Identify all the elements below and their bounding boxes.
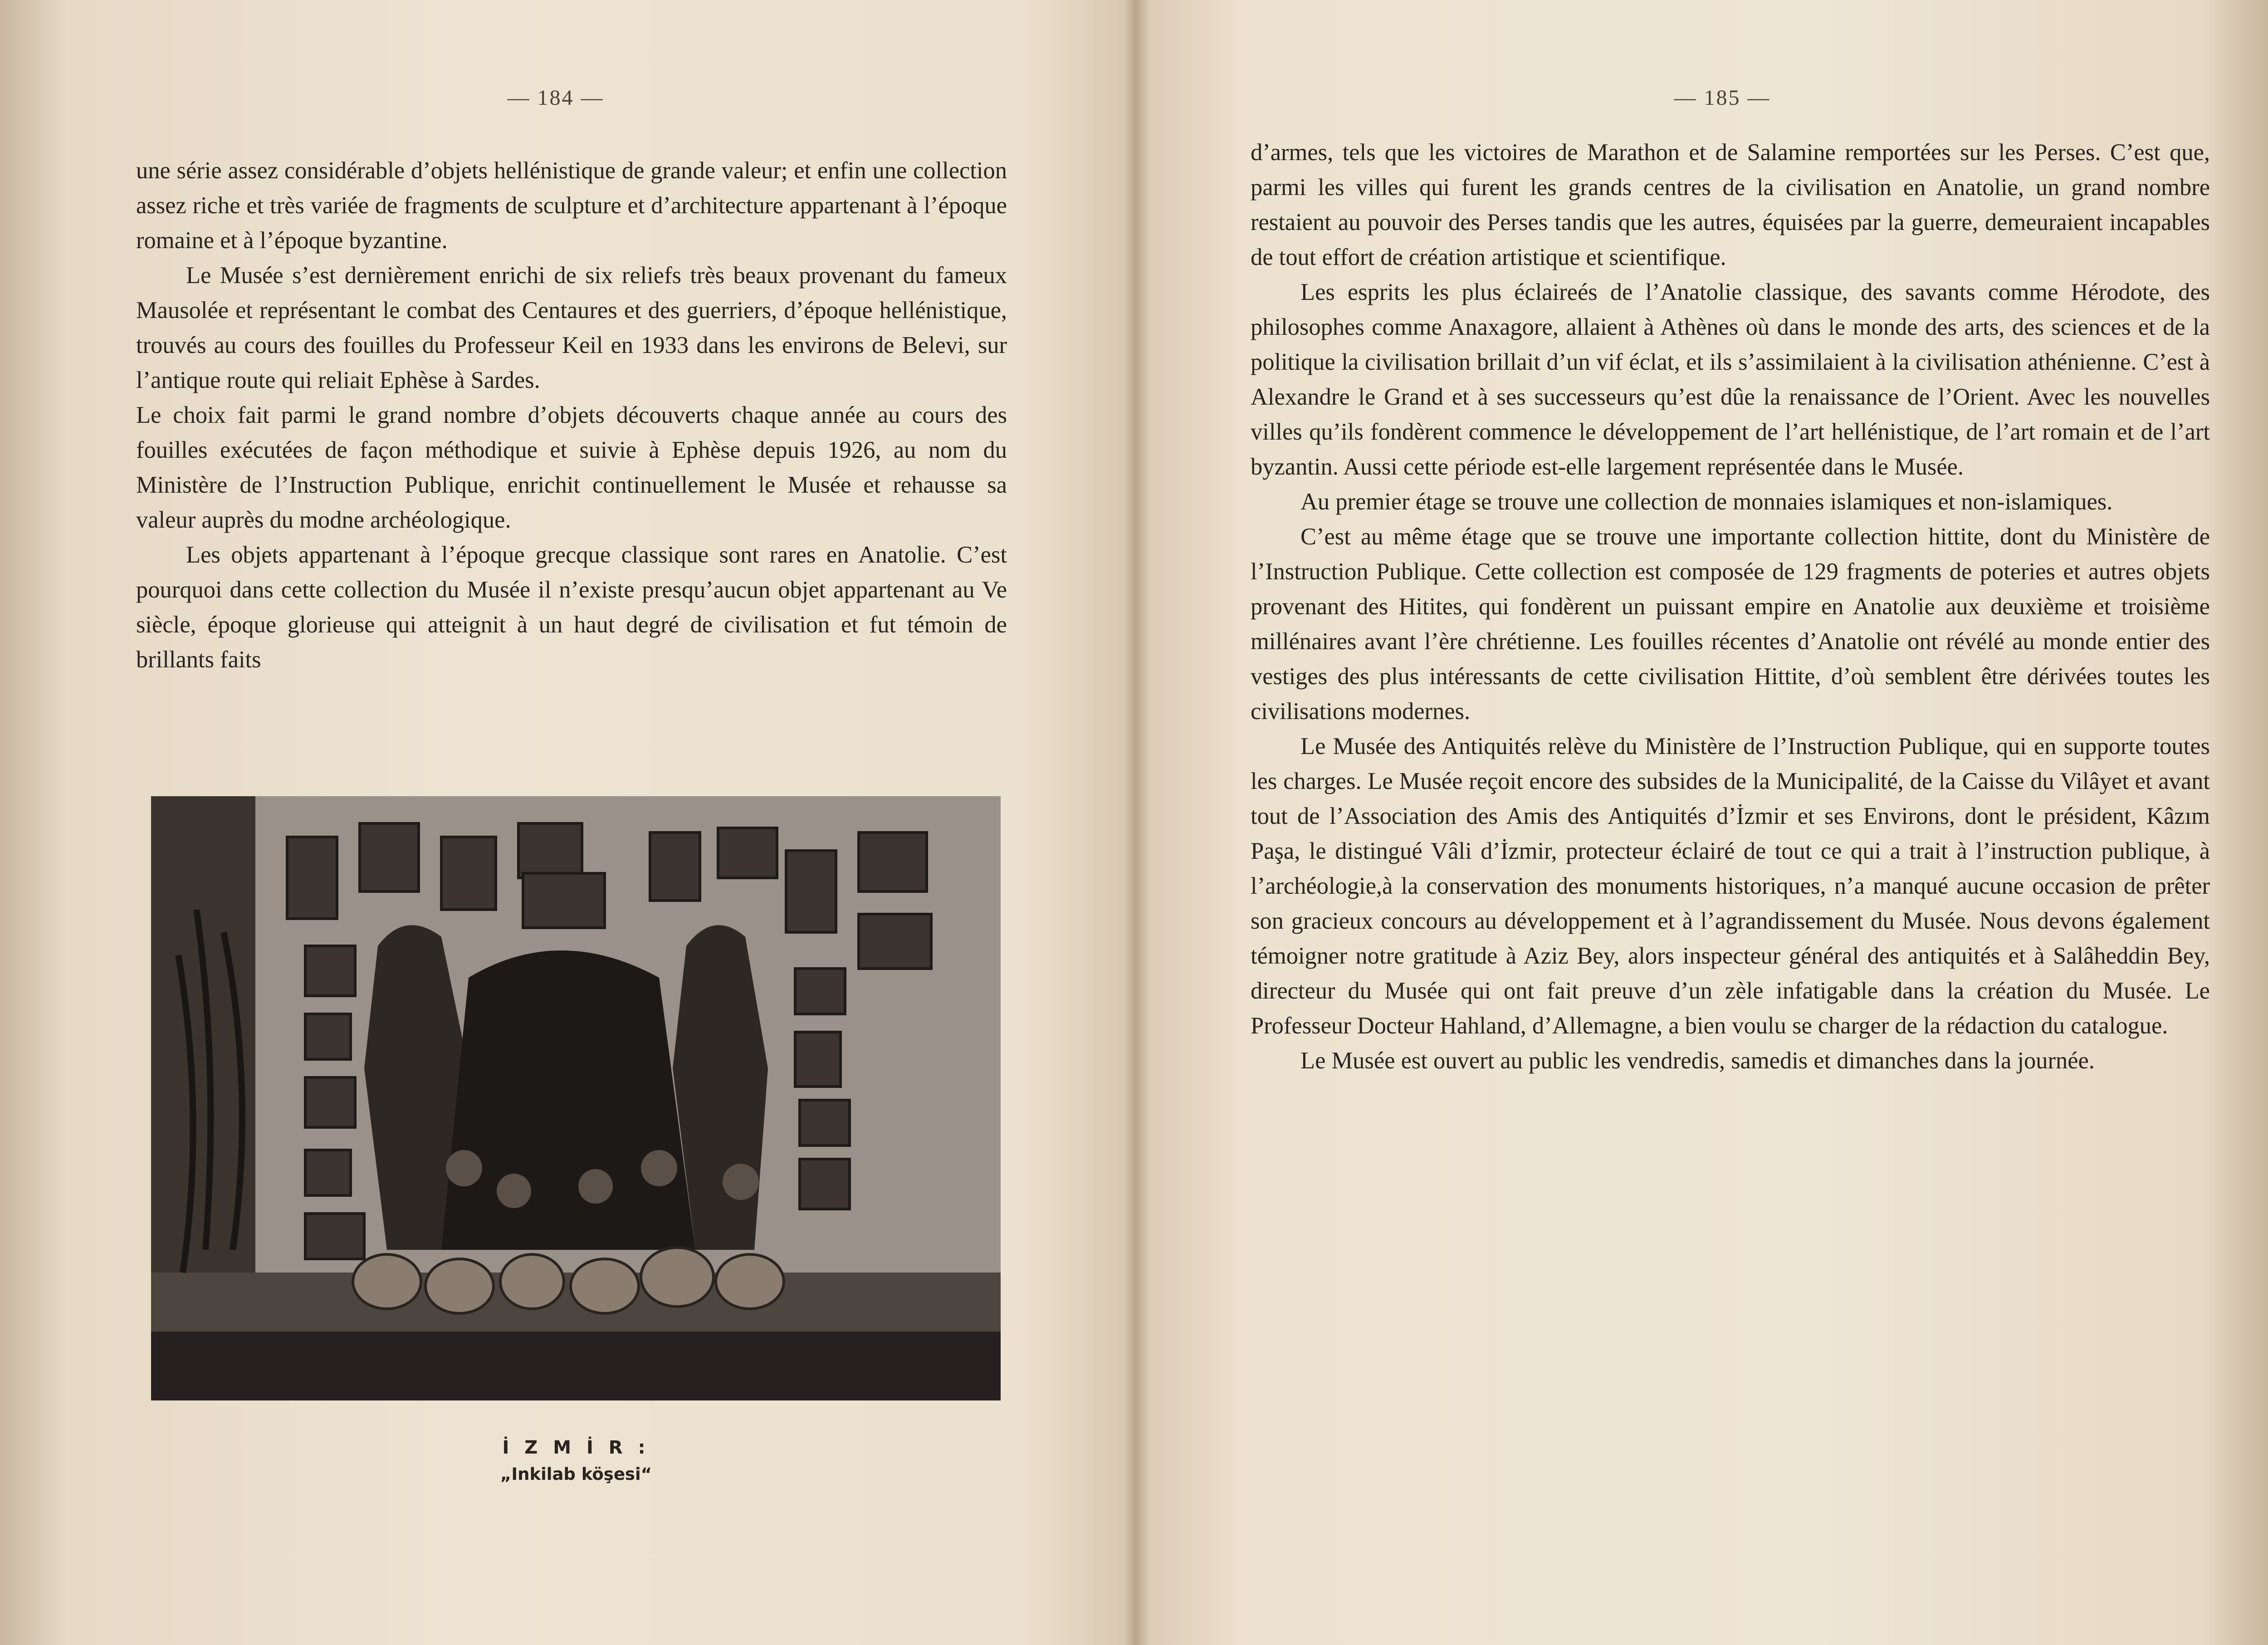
left-page	[0, 0, 1129, 1645]
right-page-body	[1251, 135, 2210, 1078]
page-number-left: — 184 —	[507, 86, 604, 110]
paragraph: C’est au même étage que se trouve une importante collection hittite, dont du Ministère de l’Instruction Publique. Cette collection est composée de 129 fragments de poteries et autres objets provenant des Hitites, qui fondèrent un puissant empire en Anatolie aux deuxième et troisième millénaires avant l’ère chrétienne. Les fouilles récentes d’Anatolie ont révélé au monde entier des vestiges des plus intéressants de cette civilisation Hittite, d’où semblent être dérivées toutes les civilisations modernes.	[1251, 524, 2210, 725]
right-page	[1142, 0, 2268, 1645]
museum-wall-illustration	[151, 796, 1001, 1400]
paragraph: Le choix fait parmi le grand nombre d’objets découverts chaque année au cours des fouilles exécutées de façon méthodique et suivie à Ephèse depuis 1926, au nom du Ministère de l’Instruction Publique, enrichit continuellement le Musée et rehausse sa valeur auprès du modne archéologique.	[136, 402, 1007, 533]
left-page-body	[136, 153, 1007, 677]
photo-caption-subtitle: „Inkilab köşesi“	[500, 1464, 652, 1484]
paragraph: Les objets appartenant à l’époque grecque classique sont rares en Anatolie. C’est pourquoi dans cette collection du Musée il n’existe presqu’aucun objet appartenant au Ve siècle, époque glorieuse qui atteignit à un haut degré de civilisation et fut témoin de brillants faits	[136, 542, 1007, 673]
paragraph: Les esprits les plus éclaireés de l’Anatolie classique, des savants comme Hérodote, des philosophes comme Anaxagore, allaient à Athènes où dans le monde des arts, des sciences et de la politique la civilisation brillait d’un vif éclat, et ils s’assimilaient à la civilisation athénienne. C’est à Alexandre le Grand et à ses successeurs qu’est dûe la renaissance de l’Orient. Avec les nouvelles villes qu’ils fondèrent commence le développement de l’art hellénistique, de l’art romain et de l’art byzantin. Aussi cette période est-elle largement représentée dans le Musée.	[1251, 279, 2210, 480]
paragraph: une série assez considérable d’objets hellénistique de grande valeur; et enfin une collection assez riche et très variée de fragments de sculpture et d’architecture appartenant à l’époque romaine et à l’époque byzantine.	[136, 157, 1007, 254]
page-number-right: — 185 —	[1674, 86, 1771, 110]
paragraph: Au premier étage se trouve une collection de monnaies islamiques et non-islamiques.	[1300, 489, 2113, 515]
photo-caption-title: İ Z M İ R :	[502, 1437, 650, 1458]
paragraph: Le Musée des Antiquités relève du Ministère de l’Instruction Publique, qui en supporte toutes les charges. Le Musée reçoit encore des subsides de la Municipalité, de la Caisse du Vilâyet et avant tout de l’Association des Amis des Antiquités d’İzmir et ses Environs, dont le président, Kâzım Paşa, le distingué Vâli d’İzmir, protecteur éclairé de tout ce qui a trait à l’instruction publique, à l’archéologie,à la conservation des monuments historiques, n’a manqué aucune occasion de prêter son gracieux concours au développement et à l’agrandissement du Musée. Nous devons également témoigner notre gratitude à Aziz Bey, alors inspecteur général des antiquités et à Salâheddin Bey, directeur du Musée qui ont fait preuve d’un zèle infatigable dans la création du Musée. Le Professeur Docteur Hahland, d’Allemagne, a bien voulu se charger de la rédaction du catalogue.	[1251, 733, 2210, 1039]
museum-photo	[151, 796, 1001, 1400]
paragraph: d’armes, tels que les victoires de Marathon et de Salamine remportées sur les Perses. C’est que, parmi les villes qui furent les grands centres de la civilisation en Anatolie, un grand nombre restaient au pouvoir des Perses tandis que les autres, équisées par la guerre, demeuraient incapables de tout effort de création artistique et scientifique.	[1251, 139, 2210, 270]
paragraph: Le Musée est ouvert au public les vendredis, samedis et dimanches dans la journée.	[1300, 1048, 2095, 1074]
paragraph: Le Musée s’est dernièrement enrichi de six reliefs très beaux provenant du fameux Mausolée et représentant le combat des Centaures et des guerriers, d’époque hellénistique, trouvés au cours des fouilles du Professeur Keil en 1933 dans les environs de Belevi, sur l’antique route qui reliait Ephèse à Sardes.	[136, 262, 1007, 393]
